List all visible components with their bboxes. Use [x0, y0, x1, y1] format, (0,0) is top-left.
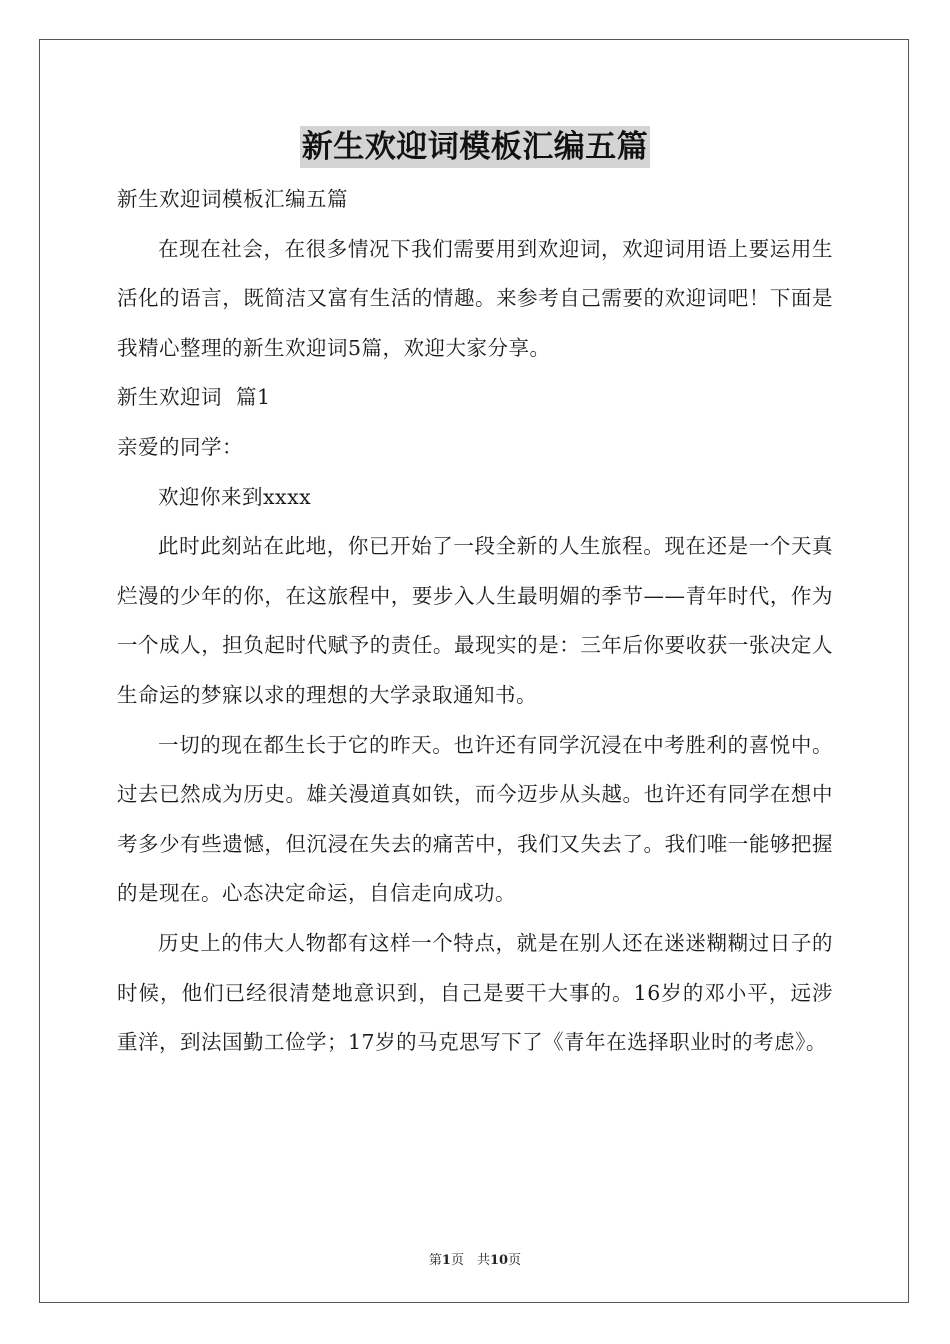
body-paragraph: 此时此刻站在此地，你已开始了一段全新的人生旅程。现在还是一个天真烂漫的少年的你，在这旅程中，要步入人生最明媚的季节——青年时代，作为一个成人，担负起时代赋予的责任。最现实的是：三年后你要收获一张决定人生命运的梦寐以求的理想的大学录取通知书。 [117, 534, 833, 707]
page-footer [0, 1249, 950, 1268]
body-paragraph: 历史上的伟大人物都有这样一个特点，就是在别人还在迷迷糊糊过日子的时候，他们已经很清楚地意识到，自己是要干大事的。16岁的邓小平，远涉重洋，到法国勤工俭学；17岁的马克思写下了《青年在选择职业时的考虑》。 [117, 930, 833, 1055]
intro-paragraph: 在现在社会，在很多情况下我们需要用到欢迎词，欢迎词用语上要运用生活化的语言，既简洁又富有生活的情趣。来参考自己需要的欢迎词吧！下面是我精心整理的新生欢迎词5篇，欢迎大家分享。 [117, 236, 833, 360]
document-body [117, 175, 833, 1068]
page-current: 1 [441, 1253, 451, 1268]
page-total: 10 [489, 1253, 509, 1268]
body-paragraph: 一切的现在都生长于它的昨天。也许还有同学沉浸在中考胜利的喜悦中。过去已然成为历史。雄关漫道真如铁，而今迈步从头越。也许还有同学在想中考多少有些遗憾，但沉浸在失去的痛苦中，我们又失去了。我们唯一能够把握的是现在。心态决定命运，自信走向成功。 [117, 732, 833, 906]
body-paragraph: 欢迎你来到xxxx [158, 484, 312, 509]
document-title: 新生欢迎词模板汇编五篇 [300, 126, 651, 168]
page-label-mid: 页 共 [450, 1253, 490, 1268]
page-label-pre: 第 [428, 1253, 442, 1268]
document-subtitle: 新生欢迎词模板汇编五篇 [117, 187, 348, 211]
page-label-post: 页 [508, 1253, 522, 1268]
section-heading: 新生欢迎词 篇1 [117, 385, 271, 410]
salutation: 亲爱的同学： [117, 434, 243, 459]
title-wrap [0, 126, 950, 168]
